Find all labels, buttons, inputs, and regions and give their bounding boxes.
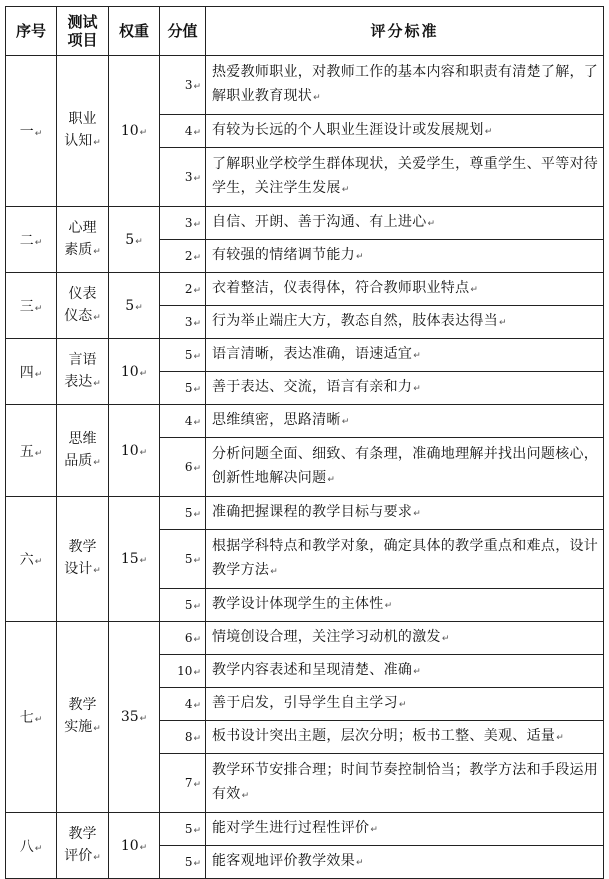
- weight-cell: [109, 207, 160, 273]
- return-mark: ↵: [313, 93, 321, 103]
- score-cell: [160, 589, 206, 622]
- score-cell: [160, 721, 206, 754]
- score-value: 5: [184, 855, 193, 869]
- return-mark: ↵: [139, 447, 148, 458]
- return-mark: ↵: [93, 566, 101, 576]
- return-mark: ↵: [93, 312, 101, 323]
- criteria-cell: [206, 813, 604, 846]
- return-mark: ↵: [193, 556, 201, 566]
- criteria-text: 热爱教师职业，对教师工作的基本内容和职责有清楚了解，了解职业教育现状: [212, 64, 599, 104]
- criteria-text: 准确把握课程的教学目标与要求: [212, 504, 413, 520]
- score-value: 4: [184, 124, 193, 138]
- item-cell: [57, 56, 109, 207]
- criteria-text: 思维缜密，思路清晰: [212, 412, 341, 428]
- weight-value: 35: [120, 709, 139, 725]
- item-cell: [57, 405, 109, 497]
- return-mark: ↵: [139, 128, 148, 138]
- score-value: 5: [184, 348, 193, 362]
- header-seq: 序号: [6, 7, 57, 56]
- score-value: 8: [184, 730, 193, 744]
- criteria-cell: [206, 688, 604, 721]
- return-mark: ↵: [135, 302, 143, 313]
- item-line2: 表达: [64, 373, 93, 390]
- item-line2: 素质: [64, 241, 93, 258]
- score-value: 5: [184, 506, 193, 520]
- score-cell: [160, 688, 206, 721]
- score-value: 2: [184, 249, 193, 263]
- seq-label: 一: [19, 124, 34, 140]
- weight-value: 10: [120, 363, 139, 380]
- weight-value: 10: [120, 123, 139, 139]
- score-value: 5: [184, 552, 193, 566]
- score-cell: [160, 438, 206, 497]
- return-mark: ↵: [356, 252, 364, 262]
- criteria-text: 教学内容表述和呈现清楚、准确: [212, 662, 413, 678]
- score-cell: [160, 56, 206, 115]
- weight-cell: [109, 813, 160, 879]
- return-mark: ↵: [413, 384, 422, 394]
- criteria-cell: [206, 497, 604, 530]
- return-mark: ↵: [34, 303, 43, 314]
- criteria-text: 衣着整洁，仪表得体，符合教师职业特点: [212, 280, 470, 296]
- score-value: 2: [184, 282, 193, 296]
- item-line1: 教学: [68, 539, 97, 555]
- return-mark: ↵: [193, 780, 201, 790]
- table-row: [6, 497, 604, 530]
- table-row: [6, 813, 604, 846]
- table-row: [6, 56, 604, 115]
- score-value: 10: [177, 664, 193, 678]
- weight-value: 10: [120, 837, 139, 854]
- criteria-cell: [206, 754, 604, 813]
- return-mark: ↵: [193, 253, 201, 263]
- item-line2: 认知: [64, 133, 93, 149]
- return-mark: ↵: [93, 246, 101, 257]
- score-cell: [160, 306, 206, 339]
- criteria-cell: [206, 115, 604, 148]
- score-cell: [160, 655, 206, 688]
- criteria-text: 有较为长远的个人职业生涯设计或发展规划: [212, 122, 484, 138]
- return-mark: ↵: [139, 556, 148, 566]
- return-mark: ↵: [427, 219, 436, 229]
- criteria-cell: [206, 372, 604, 405]
- return-mark: ↵: [34, 843, 43, 854]
- criteria-text: 行为举止端庄大方，教态自然，肢体表达得当: [212, 313, 498, 329]
- return-mark: ↵: [193, 82, 201, 92]
- seq-label: 五: [19, 443, 34, 460]
- table-row: [6, 273, 604, 306]
- seq-label: 六: [19, 552, 34, 568]
- seq-label: 四: [19, 364, 34, 381]
- seq-cell: [6, 405, 57, 497]
- criteria-text: 根据学科特点和教学对象，确定具体的教学重点和难点，设计教学方法: [212, 538, 599, 578]
- header-item-line1: 测试: [67, 13, 98, 31]
- return-mark: ↵: [193, 286, 201, 296]
- criteria-cell: [206, 589, 604, 622]
- return-mark: ↵: [193, 128, 201, 138]
- score-cell: [160, 813, 206, 846]
- item-cell: [57, 207, 109, 273]
- criteria-cell: [206, 405, 604, 438]
- table-row: [6, 622, 604, 655]
- criteria-text: 情境创设合理，关注学习动机的激发: [212, 629, 441, 645]
- weight-cell: [109, 497, 160, 622]
- weight-cell: [109, 405, 160, 497]
- criteria-cell: [206, 148, 604, 207]
- criteria-cell: [206, 273, 604, 306]
- return-mark: ↵: [193, 635, 201, 645]
- item-line2: 评价: [64, 847, 93, 864]
- return-mark: ↵: [34, 448, 43, 459]
- return-mark: ↵: [34, 369, 43, 380]
- criteria-text: 善于启发，引导学生自主学习: [212, 695, 398, 711]
- return-mark: ↵: [341, 417, 350, 427]
- return-mark: ↵: [193, 174, 201, 184]
- return-mark: ↵: [341, 185, 350, 195]
- seq-cell: [6, 273, 57, 339]
- score-value: 6: [184, 631, 193, 645]
- weight-cell: [109, 622, 160, 813]
- return-mark: ↵: [441, 634, 450, 644]
- return-mark: ↵: [327, 475, 336, 485]
- weight-cell: [109, 56, 160, 207]
- score-cell: [160, 754, 206, 813]
- criteria-text: 了解职业学校学生群体现状，关爱学生，尊重学生、平等对待学生，关注学生发展: [212, 156, 599, 196]
- return-mark: ↵: [398, 700, 407, 710]
- score-value: 5: [184, 598, 193, 612]
- criteria-cell: [206, 846, 604, 879]
- return-mark: ↵: [93, 457, 101, 468]
- return-mark: ↵: [193, 464, 201, 474]
- return-mark: ↵: [413, 509, 422, 519]
- seq-cell: [6, 339, 57, 405]
- return-mark: ↵: [193, 385, 201, 395]
- score-value: 5: [184, 822, 193, 836]
- return-mark: ↵: [34, 557, 43, 567]
- score-cell: [160, 405, 206, 438]
- return-mark: ↵: [193, 701, 201, 711]
- criteria-cell: [206, 438, 604, 497]
- item-cell: [57, 273, 109, 339]
- header-row: [6, 7, 604, 56]
- item-line1: 教学: [68, 825, 97, 842]
- criteria-text: 语言清晰，表达准确，语速适宜: [212, 346, 413, 362]
- criteria-cell: [206, 339, 604, 372]
- item-cell: [57, 497, 109, 622]
- return-mark: ↵: [193, 668, 201, 678]
- return-mark: ↵: [139, 842, 148, 853]
- return-mark: ↵: [93, 138, 101, 148]
- item-cell: [57, 813, 109, 879]
- return-mark: ↵: [193, 734, 201, 744]
- weight-cell: [109, 339, 160, 405]
- score-cell: [160, 148, 206, 207]
- criteria-text: 有较强的情绪调节能力: [212, 247, 355, 263]
- score-cell: [160, 240, 206, 273]
- header-score: 分值: [160, 7, 206, 56]
- item-cell: [57, 622, 109, 813]
- return-mark: ↵: [413, 667, 422, 677]
- score-cell: [160, 273, 206, 306]
- criteria-text: 自信、开朗、善于沟通、有上进心: [212, 214, 427, 230]
- weight-value: 5: [125, 297, 135, 314]
- criteria-cell: [206, 721, 604, 754]
- return-mark: ↵: [193, 602, 201, 612]
- criteria-cell: [206, 655, 604, 688]
- seq-label: 七: [19, 710, 34, 726]
- score-value: 4: [184, 697, 193, 711]
- item-line1: 心理: [68, 219, 97, 236]
- weight-value: 10: [120, 442, 139, 459]
- score-value: 3: [184, 315, 193, 329]
- return-mark: ↵: [470, 285, 479, 295]
- score-cell: [160, 115, 206, 148]
- table-row: [6, 405, 604, 438]
- item-line1: 仪表: [68, 285, 97, 302]
- seq-label: 三: [19, 298, 34, 315]
- score-cell: [160, 622, 206, 655]
- weight-value: 5: [125, 231, 135, 248]
- item-line2: 设计: [64, 561, 93, 577]
- score-value: 3: [184, 170, 193, 184]
- criteria-text: 教学环节安排合理；时间节奏控制恰当；教学方法和手段运用有效: [212, 762, 599, 802]
- return-mark: ↵: [93, 378, 101, 389]
- return-mark: ↵: [193, 220, 201, 230]
- header-criteria: 评分标准: [206, 7, 604, 56]
- criteria-cell: [206, 622, 604, 655]
- criteria-text: 能客观地评价教学效果: [212, 853, 355, 869]
- return-mark: ↵: [139, 368, 148, 379]
- header-weight: 权重: [109, 7, 160, 56]
- return-mark: ↵: [499, 318, 507, 328]
- item-line2: 实施: [64, 719, 93, 735]
- return-mark: ↵: [241, 791, 250, 801]
- seq-cell: [6, 207, 57, 273]
- score-cell: [160, 846, 206, 879]
- score-cell: [160, 339, 206, 372]
- return-mark: ↵: [34, 129, 43, 139]
- score-value: 5: [184, 381, 193, 395]
- return-mark: ↵: [93, 852, 101, 863]
- score-cell: [160, 372, 206, 405]
- seq-label: 八: [19, 838, 34, 855]
- criteria-cell: [206, 530, 604, 589]
- return-mark: ↵: [384, 601, 393, 611]
- item-line1: 职业: [68, 111, 97, 127]
- score-value: 4: [184, 414, 193, 428]
- return-mark: ↵: [193, 859, 201, 869]
- score-value: 3: [184, 216, 193, 230]
- header-item-line2: 项目: [67, 31, 98, 49]
- return-mark: ↵: [484, 127, 493, 137]
- return-mark: ↵: [139, 714, 148, 724]
- score-value: 7: [184, 776, 193, 790]
- return-mark: ↵: [370, 825, 379, 835]
- seq-cell: [6, 56, 57, 207]
- table-row: [6, 207, 604, 240]
- score-cell: [160, 497, 206, 530]
- criteria-text: 善于表达、交流，语言有亲和力: [212, 379, 413, 395]
- return-mark: ↵: [93, 724, 101, 734]
- seq-cell: [6, 497, 57, 622]
- score-cell: [160, 530, 206, 589]
- return-mark: ↵: [193, 510, 201, 520]
- header-item: [57, 7, 109, 56]
- item-line2: 仪态: [64, 307, 93, 324]
- return-mark: ↵: [193, 319, 201, 329]
- seq-cell: [6, 622, 57, 813]
- score-value: 6: [184, 460, 193, 474]
- criteria-cell: [206, 306, 604, 339]
- return-mark: ↵: [270, 567, 279, 577]
- return-mark: ↵: [413, 351, 422, 361]
- return-mark: ↵: [193, 418, 201, 428]
- criteria-cell: [206, 56, 604, 115]
- weight-cell: [109, 273, 160, 339]
- table-row: [6, 339, 604, 372]
- return-mark: ↵: [193, 826, 201, 836]
- criteria-cell: [206, 240, 604, 273]
- score-value: 3: [184, 78, 193, 92]
- scoring-table: [5, 6, 604, 879]
- return-mark: ↵: [356, 858, 364, 868]
- criteria-text: 教学设计体现学生的主体性: [212, 596, 384, 612]
- item-line1: 言语: [68, 351, 97, 368]
- weight-value: 15: [120, 551, 139, 567]
- return-mark: ↵: [556, 733, 565, 743]
- criteria-text: 分析问题全面、细致、有条理，准确地理解并找出问题核心，创新性地解决问题: [212, 446, 599, 486]
- item-cell: [57, 339, 109, 405]
- seq-cell: [6, 813, 57, 879]
- return-mark: ↵: [135, 236, 143, 247]
- return-mark: ↵: [34, 237, 43, 248]
- criteria-text: 能对学生进行过程性评价: [212, 820, 370, 836]
- item-line1: 教学: [68, 697, 97, 713]
- return-mark: ↵: [193, 352, 201, 362]
- seq-label: 二: [19, 232, 34, 249]
- item-line2: 品质: [64, 452, 93, 469]
- score-cell: [160, 207, 206, 240]
- criteria-text: 板书设计突出主题，层次分明；板书工整、美观、适量: [212, 728, 556, 744]
- return-mark: ↵: [34, 715, 43, 725]
- criteria-cell: [206, 207, 604, 240]
- item-line1: 思维: [68, 430, 97, 447]
